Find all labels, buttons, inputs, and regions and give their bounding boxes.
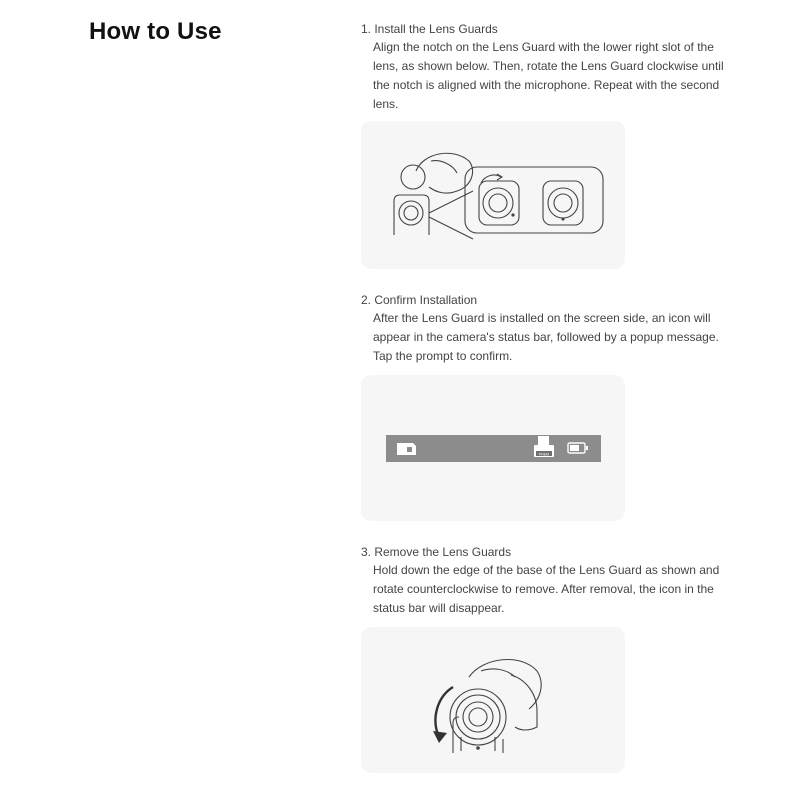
sd-card-icon (397, 443, 416, 455)
step-2-figure (361, 375, 625, 521)
step-2 (361, 291, 731, 366)
step-3-figure (361, 627, 625, 773)
lens-guard-removal-illustration (361, 627, 625, 773)
step-1-title: 1. Install the Lens Guards (361, 22, 498, 36)
step-3-body: Hold down the edge of the base of the Lens Guard as shown and rotate counterclockwise to remove. After removal, the icon in the status bar will disappear. (373, 563, 720, 615)
step-1-figure (361, 121, 625, 269)
lens-guard-install-illustration (361, 121, 625, 269)
status-bar-illustration (361, 375, 625, 521)
step-1 (361, 20, 731, 114)
status-bar (386, 435, 601, 462)
step-3 (361, 543, 731, 618)
page-heading: How to Use (89, 18, 222, 45)
step-2-body: After the Lens Guard is installed on the screen side, an icon will appear in the camera's status bar, followed by a popup message. Tap the prompt to confirm. (373, 311, 719, 363)
step-3-title: 3. Remove the Lens Guards (361, 545, 512, 559)
step-2-title: 2. Confirm Installation (361, 293, 478, 307)
step-1-body: Align the notch on the Lens Guard with the lower right slot of the lens, as shown below. Then, rotate the Lens Guard clockwise until the notch is aligned with the microphone. Repeat with the second lens. (373, 40, 724, 111)
status-badge: PREM (538, 452, 550, 457)
